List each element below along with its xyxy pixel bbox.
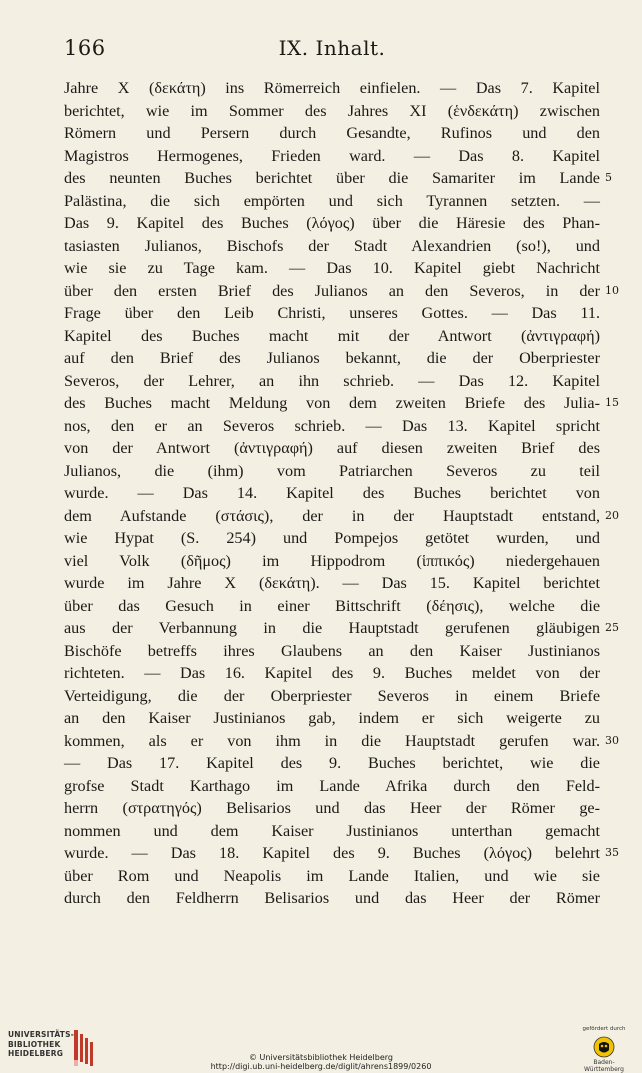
text-line: nos, den er an Severos schrieb. — Das 13. Kapitel spricht	[64, 416, 600, 435]
text-line: aus der Verbannung in die Hauptstadt gerufenen gläubigen	[64, 619, 600, 637]
text-line: wie sie zu Tage kam. — Das 10. Kapitel giebt Nachricht	[64, 259, 600, 277]
running-head: IX. Inhalt.	[278, 36, 386, 60]
text-line: viel Volk (δῆμος) im Hippodrom (ἱππικός) niedergehauen	[64, 551, 600, 570]
text-line: nommen und dem Kaiser Justinianos unterthan gemacht	[64, 821, 600, 840]
state-seal-icon	[593, 1036, 615, 1058]
body-text	[64, 77, 600, 910]
funder-caption: gefördert durch	[582, 1026, 626, 1032]
text-line: wurde. — Das 14. Kapitel des Buches berichtet von	[64, 484, 600, 502]
library-name-line: BIBLIOTHEK	[8, 1039, 61, 1049]
text-line: herrn (στρατηγός) Belisarios und das Heer der Römer ge-	[64, 799, 600, 817]
copyright-notice: © Universitätsbibliothek Heidelberg	[248, 1053, 393, 1062]
digitization-footer	[0, 1020, 642, 1071]
text-line: Das 9. Kapitel des Buches (λόγος) über die Häresie des Phan-	[64, 214, 600, 232]
text-line: wie Hypat (S. 254) und Pompejos getötet wurden, und	[64, 529, 600, 547]
line-number: 20	[605, 508, 619, 522]
text-line: des Buches macht Meldung von dem zweiten Briefe des Julia-	[64, 394, 600, 412]
text-line: Römern und Persern durch Gesandte, Rufinos und den	[64, 124, 600, 142]
text-line: des neunten Buches berichtet über die Samariter im Lande	[64, 169, 600, 187]
funder-badge[interactable]	[574, 1026, 634, 1073]
text-line: Julianos, die (ihm) vom Patriarchen Severos zu teil	[64, 461, 600, 480]
text-line: über das Gesuch in einer Bittschrift (δέησις), welche die	[64, 596, 600, 615]
text-line: wurde im Jahre X (δεκάτη). — Das 15. Kapitel berichtet	[64, 574, 600, 592]
text-line: Jahre X (δεκάτη) ins Römerreich einfielen. — Das 7. Kapitel	[64, 79, 600, 97]
text-line: Magistros Hermogenes, Frieden ward. — Das 8. Kapitel	[64, 146, 600, 165]
text-line: Verteidigung, die der Oberpriester Severos in einem Briefe	[64, 686, 600, 705]
text-line: Bischöfe betreffs ihres Glaubens an den Kaiser Justinianos	[64, 641, 600, 660]
text-line: dem Aufstande (στάσις), der in der Hauptstadt entstand,	[64, 506, 600, 525]
text-line: über Rom und Neapolis im Lande Italien, und wie sie	[64, 866, 600, 885]
text-line: berichtet, wie im Sommer des Jahres XI (ἑνδεκάτη) zwischen	[64, 101, 600, 120]
text-line: über den ersten Brief des Julianos an den Severos, in der	[64, 281, 600, 300]
text-line: kommen, als er von ihm in die Hauptstadt gerufen war.	[64, 731, 600, 750]
text-line: wurde. — Das 18. Kapitel des 9. Buches (λόγος) belehrt	[64, 844, 600, 862]
line-number: 25	[605, 621, 619, 634]
text-line: Kapitel des Buches macht mit der Antwort (ἀντιγραφή)	[64, 326, 600, 345]
text-line: tasiasten Julianos, Bischofs der Stadt Alexandrien (so!), und	[64, 236, 600, 255]
text-line: von der Antwort (ἀντιγραφή) auf diesen zweiten Brief des	[64, 439, 600, 457]
text-line: — Das 17. Kapitel des 9. Buches berichtet, wie die	[64, 754, 600, 772]
text-line: Palästina, die sich empörten und sich Tyrannen setzten. —	[64, 191, 600, 210]
line-number: 30	[605, 733, 619, 747]
line-number: 15	[605, 396, 619, 409]
library-name-line: HEIDELBERG	[8, 1049, 64, 1058]
line-number: 35	[605, 846, 619, 859]
page-number: 166	[64, 36, 106, 60]
text-line: Severos, der Lehrer, an ihn schrieb. — Das 12. Kapitel	[64, 371, 600, 390]
text-line: durch den Feldherrn Belisarios und das Heer der Römer	[64, 889, 600, 907]
text-line: Frage über den Leib Christi, unseres Gottes. — Das 11.	[64, 304, 600, 322]
text-line: richteten. — Das 16. Kapitel des 9. Buches meldet von der	[64, 664, 600, 682]
line-number: 10	[605, 283, 619, 297]
text-line: auf den Brief des Julianos bekannt, die der Oberpriester	[64, 349, 600, 367]
text-line: an den Kaiser Justinianos gab, indem er sich weigerte zu	[64, 709, 600, 727]
text-line: grofse Stadt Karthago im Lande Afrika durch den Feld-	[64, 776, 600, 795]
page-header	[64, 36, 600, 66]
library-name-line: UNIVERSITÄTS-	[8, 1030, 75, 1039]
line-number: 5	[605, 171, 612, 184]
funder-name: Baden-Württemberg	[584, 1059, 624, 1073]
permalink-url[interactable]: http://digi.ub.uni-heidelberg.de/diglit/ahrens1899/0260	[210, 1062, 432, 1071]
